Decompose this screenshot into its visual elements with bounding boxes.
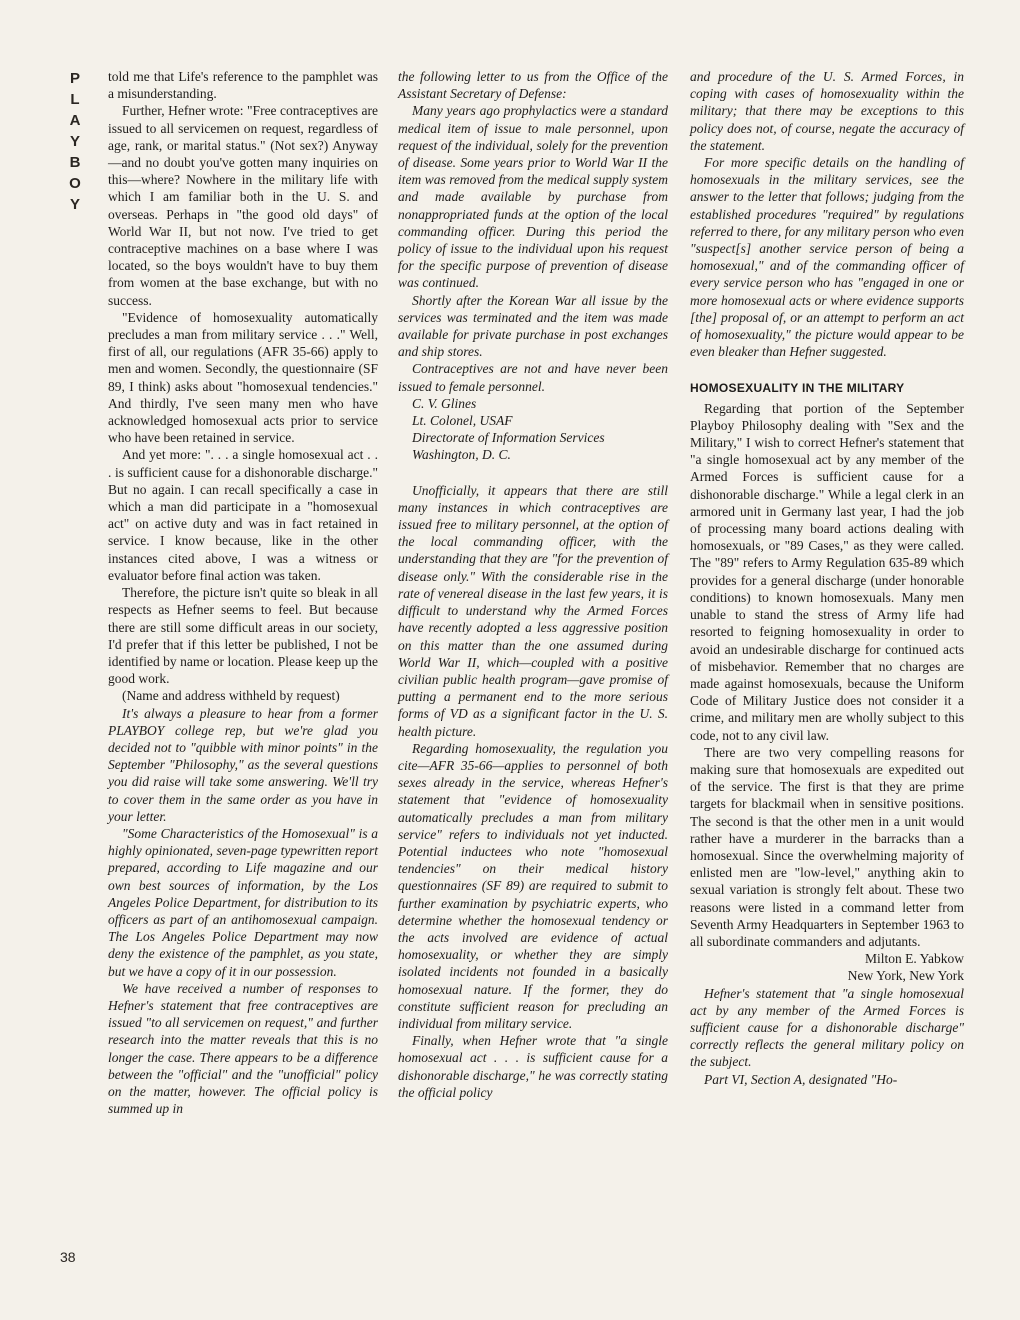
paragraph: And yet more: ". . . a single homosexual act . . . is sufficient cause for a dishonorable discharge." But no again. I can recall specifically a case in which a man did participate in a "homosexual act" on active duty and was in fact retained in service. I know because, like in the other instances cited above, I was a witness or evaluator before final action was taken. xyxy=(108,447,378,583)
signature-line: Lt. Colonel, USAF xyxy=(412,413,513,429)
paragraph: Regarding homosexuality, the regulation you cite—AFR 35-66—applies to personnel of both sexes already in the service, whereas Hefner's statement that "evidence of homosexuality automatically precludes a man from military service" refers to individuals not yet inducted. Potential inductees who note "homosexual tendencies" on their medical history questionnaires (SF 89) are required to submit to further examination by psychiatric experts, who determine whether the homosexual tendency or the acts involved are evidence of actual homosexuality, or whether they are simply isolated incidents not founded in a basically homosexual nature. If the former, they do constitute sufficient reason for precluding an individual from military service. xyxy=(398,740,668,1031)
column-2 xyxy=(398,68,668,1101)
paragraph: and procedure of the U. S. Armed Forces, in coping with cases of homosexuality within the military; that there may be exceptions to this policy does not, of course, negate the accuracy of the statement. xyxy=(690,69,964,153)
paragraph: It's always a pleasure to hear from a former PLAYBOY college rep, but we're glad you decided not to "quibble with minor points" in the September "Philosophy," as the several questions you did raise will take some answering. We'll try to cover them in the same order as you have in your letter. xyxy=(108,705,378,824)
paragraph: For more specific details on the handling of homosexuals in the military services, see the answer to the letter that follows; judging from the established procedures "required" by regulations referred to there, for any military person who even "suspect[s] another service person of being a homosexual," and of the commanding officer of every service person who has "engaged in one or more homosexual acts or where evidence supports [the] proposal of, or an attempt to perform an act of homosexuality," the picture would appear to be even bleaker than Hefner suggested. xyxy=(690,155,964,360)
masthead-letter: L xyxy=(70,91,80,108)
paragraph: Therefore, the picture isn't quite so bleak in all respects as Hefner seems to feel. But because there are still some difficult areas in our society, I'd prefer that if this letter be published, I not be identified by name or location. Please keep up the good work. xyxy=(108,585,378,687)
signature-line: Washington, D. C. xyxy=(412,447,511,463)
paragraph: (Name and address withheld by request) xyxy=(122,688,340,704)
signature-line: Directorate of Information Services xyxy=(412,430,605,446)
paragraph: "Some Characteristics of the Homosexual" is a highly opinionated, seven-page typewritten report prepared, according to Life magazine and our own best sources of information, by the Los Angeles Police Department, for distribution to its officers as part of an antihomosexual campaign. The Los Angeles Police Department may now deny the existence of the pamphlet, as you state, but we have a copy of it in our possession. xyxy=(108,825,378,979)
paragraph: Hefner's statement that "a single homosexual act by any member of the Armed Forces is sufficient cause for a dishonorable discharge" correctly reflects the general military policy on the subject. xyxy=(690,985,964,1070)
paragraph: We have received a number of responses to Hefner's statement that free contraceptives are issued "to all servicemen on request," and further research into the matter reveals that this is no longer the case. There appears to be a difference between the "official" and the "unofficial" policy on the matter, however. The official policy is summed up in xyxy=(108,980,378,1117)
masthead-letter: P xyxy=(69,70,80,87)
masthead-letter: Y xyxy=(69,196,80,213)
playboy-masthead xyxy=(58,68,92,215)
column-1 xyxy=(108,68,378,1117)
paragraph: Contraceptives are not and have never been issued to female personnel. xyxy=(398,361,668,394)
paragraph: Shortly after the Korean War all issue by the services was terminated and the item was made available for private purchase in post exchanges and ship stores. xyxy=(398,292,668,360)
paragraph: "Evidence of homosexuality automatically precludes a man from military service . . ." Well, first of all, our regulations (AFR 35-66) apply to men and women. Secondly, the questionnaire (SF 89, I think) asks about "homosexual tendencies." And thirdly, I've seen many men who have acknowledged homosexual acts prior to service who have been retained in service. xyxy=(108,309,378,446)
paragraph: Many years ago prophylactics were a standard medical item of issue to male personnel, upon request of the individual, solely for the prevention of disease. Some years prior to World War II the item was removed from the medical supply system and made available by purchase from nonappropriated funds at the option of the local commanding officer. During this period the policy of issue to the individual upon his request for the specific purpose of prevention of disease was continued. xyxy=(398,103,668,291)
paragraph: Regarding that portion of the September Playboy Philosophy dealing with "Sex and the Military," I wish to correct Hefner's statement that "a single homosexual act by any member of the Armed Forces is sufficient cause for a dishonorable discharge." While a legal clerk in an armored unit in Germany last year, I had the job of processing many board actions dealing with homosexuals, or "89 Cases," as they were called. The "89" refers to Army Regulation 635-89 which provides for a general discharge (under honorable conditions) to known homosexuals. Many men unable to stand the stress of Army life had resorted to feigning homosexuality in order to avoid an undesirable discharge for continued acts of misbehavior. Remember that no charges are made against homosexuals, because the Uniform Code of Military Justice does not consider it a crime, and military men are wholly subject to this code, not to any civil law. xyxy=(690,400,964,743)
paragraph: There are two very compelling reasons for making sure that homosexuals are expedited out of the service. The first is that they are prime targets for blackmail when in sensitive positions. The second is that the other men in a unit would rather have a murderer in the barracks than a homosexual. Since the overwhelming majority of enlisted men are "low-level," anything akin to sexual variation is strongly felt about. These two reasons were listed in a command letter from Seventh Army Headquarters in September 1963 to all subordinate commanders and adjutants. xyxy=(690,744,964,949)
signature-line: New York, New York xyxy=(847,968,964,984)
paragraph: Unofficially, it appears that there are still many instances in which contraceptives are issued free to military personnel, at the option of the local commanding officer, with the understanding that they are "for the prevention of disease only." With the considerable rise in the rate of venereal disease in the last few years, it is difficult to understand why the Armed Forces have recently adopted a less aggressive position on this matter than the one assumed during World War II, which—coupled with a positive civilian public health program—gave promise of putting a permanent end to the more serious forms of VD as a significant factor in the U. S. health picture. xyxy=(398,482,668,739)
page-number: 38 xyxy=(60,1249,76,1265)
signature-line: Milton E. Yabkow xyxy=(864,951,964,967)
paragraph: the following letter to us from the Office of the Assistant Secretary of Defense: xyxy=(398,69,668,102)
paragraph: Further, Hefner wrote: "Free contraceptives are issued to all servicemen on request, regardless of age, rank, or marital status." (Not sex?) Anyway—and no doubt you've gotten many inquiries on this—where? Nowhere in the military life with which I am familiar both in the U. S. and overseas. Perhaps in "the good old days" of World War II, but not now. I've tried to get contraceptive machines on a base where I was located, so the boys wouldn't have to buy them from women at the base exchange, but with no success. xyxy=(108,103,378,308)
masthead-letter: B xyxy=(69,154,81,171)
section-heading: HOMOSEXUALITY IN THE MILITARY xyxy=(690,381,905,396)
paragraph: Part VI, Section A, designated "Ho- xyxy=(704,1071,898,1087)
column-3 xyxy=(690,68,964,1088)
paragraph: Finally, when Hefner wrote that "a single homosexual act . . . is sufficient cause for a dishonorable discharge," he was correctly stating the official policy xyxy=(398,1033,668,1100)
signature-line: C. V. Glines xyxy=(412,395,477,411)
masthead-letter: A xyxy=(69,112,81,129)
masthead-letter: Y xyxy=(69,133,80,150)
paragraph: told me that Life's reference to the pamphlet was a misunderstanding. xyxy=(108,69,378,102)
masthead-letter: O xyxy=(69,175,81,192)
